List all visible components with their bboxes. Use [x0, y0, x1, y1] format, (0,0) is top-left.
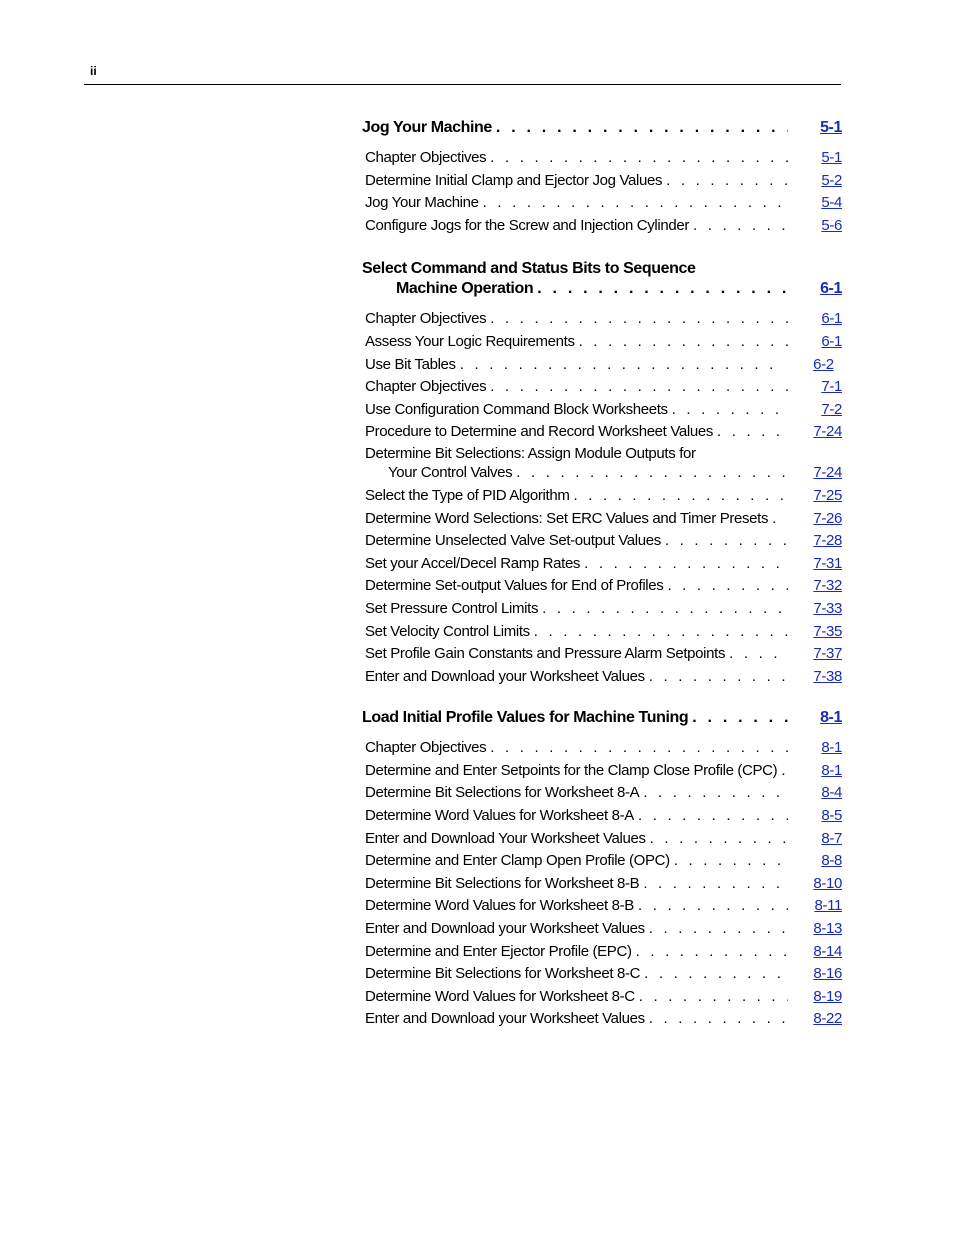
toc-entry: [365, 782, 842, 805]
dot-leader: [693, 215, 788, 238]
toc-entry: [365, 553, 842, 576]
page-link[interactable]: 7-1: [821, 378, 842, 396]
dot-leader: [490, 737, 788, 760]
dot-leader: [665, 530, 788, 553]
dot-leader: [638, 805, 788, 828]
toc-entry-label: Determine Word Values for Worksheet 8-C: [365, 987, 635, 1005]
dot-leader: [667, 575, 788, 598]
toc-entry-label: Determine Bit Selections: Assign Module Outputs for: [365, 444, 696, 462]
toc-entry: [365, 331, 842, 354]
dot-leader: [649, 918, 788, 941]
toc-entry-label: Chapter Objectives: [365, 378, 487, 396]
toc-entry-label: Determine Unselected Valve Set-output Values: [365, 532, 661, 550]
dot-leader: [579, 331, 788, 354]
toc-entry: [365, 354, 842, 377]
dot-leader: [534, 621, 788, 644]
dot-leader: [729, 643, 788, 666]
toc-entry-label: Enter and Download your Worksheet Values: [365, 667, 645, 685]
page-link[interactable]: 5-2: [821, 171, 842, 189]
toc-entry-label: Determine Bit Selections for Worksheet 8-C: [365, 965, 641, 983]
toc-entry-label: Determine Word Values for Worksheet 8-A: [365, 807, 634, 825]
toc-entry-list: [365, 308, 842, 688]
toc-entry-label: Set Pressure Control Limits: [365, 599, 539, 617]
toc-entry: [365, 918, 842, 941]
page-link[interactable]: 8-14: [813, 942, 842, 960]
toc-entry-label: Use Configuration Command Block Worksheets: [365, 400, 668, 418]
dot-leader: [584, 553, 788, 576]
dot-leader: [674, 850, 788, 873]
page-link[interactable]: 7-25: [813, 486, 842, 504]
toc-entry-label: Set your Accel/Decel Ramp Rates: [365, 554, 581, 572]
header-rule: [84, 84, 841, 85]
dot-leader: [639, 986, 788, 1009]
toc-entry: [365, 215, 842, 238]
toc-entry: [365, 828, 842, 851]
toc-entry-label: Determine and Enter Ejector Profile (EPC): [365, 942, 632, 960]
toc-entry-label: Assess Your Logic Requirements: [365, 332, 575, 350]
toc-entry-label: Chapter Objectives: [365, 149, 487, 166]
dot-leader: [692, 709, 788, 727]
toc-entry: [365, 850, 842, 873]
toc-section: [362, 709, 842, 1031]
dot-leader: [772, 508, 788, 531]
toc-entry: [365, 941, 842, 964]
toc-entry-label: Determine Word Values for Worksheet 8-B: [365, 897, 634, 915]
toc-entry: [365, 421, 842, 444]
dot-leader: [490, 376, 788, 399]
toc-entry: [365, 170, 842, 193]
page-link[interactable]: 8-11: [814, 897, 842, 915]
dot-leader: [643, 782, 788, 805]
section-title-line: Select Command and Status Bits to Sequence: [362, 260, 696, 278]
page-link[interactable]: 7-31: [813, 554, 842, 572]
section-title: [362, 119, 842, 141]
toc-entry-label: Enter and Download your Worksheet Values: [365, 920, 645, 938]
section-page-link[interactable]: 8-1: [820, 709, 842, 727]
section-title-line: Load Initial Profile Values for Machine Tuning: [362, 709, 689, 727]
page-link[interactable]: 8-1: [821, 739, 842, 757]
dot-leader: [460, 354, 780, 377]
page-link[interactable]: 8-7: [821, 829, 842, 847]
toc-entry-label: Determine Bit Selections for Worksheet 8-B: [365, 874, 640, 892]
page-link[interactable]: 7-37: [813, 645, 842, 663]
toc-entry: [365, 666, 842, 689]
dot-leader: [717, 421, 788, 444]
toc-entry: [365, 643, 842, 666]
toc-entry-label: Determine Initial Clamp and Ejector Jog Values: [365, 171, 663, 189]
dot-leader: [781, 760, 788, 783]
toc-entry: [365, 399, 842, 422]
dot-leader: [666, 170, 788, 193]
toc-entry: [365, 737, 842, 760]
toc-entry: [365, 376, 842, 399]
dot-leader: [644, 963, 788, 986]
dot-leader: [537, 280, 788, 298]
toc-entry: [365, 308, 842, 331]
toc-entry: [365, 963, 842, 986]
toc-entry: [365, 508, 842, 531]
section-page-link[interactable]: 5-1: [820, 119, 842, 136]
toc-entry-label: Determine Word Selections: Set ERC Values and Timer Presets: [365, 509, 769, 527]
dot-leader: [496, 119, 788, 137]
page-link[interactable]: 7-33: [813, 599, 842, 617]
page-link[interactable]: 7-38: [813, 667, 842, 685]
page-link[interactable]: 8-19: [813, 987, 842, 1005]
dot-leader: [649, 666, 788, 689]
toc-section: [362, 119, 842, 237]
toc-entry-label: Determine and Enter Setpoints for the Clamp Close Profile (CPC): [365, 761, 778, 779]
toc-entry-list: [365, 147, 842, 237]
toc-entry-label: Set Profile Gain Constants and Pressure Alarm Setpoints: [365, 645, 726, 663]
dot-leader: [490, 147, 788, 170]
dot-leader: [638, 895, 788, 918]
section-title-line: Jog Your Machine: [362, 119, 492, 136]
toc-entry-label: Determine Bit Selections for Worksheet 8-A: [365, 784, 640, 802]
page-link[interactable]: 7-2: [821, 400, 842, 418]
toc-entry: [365, 760, 842, 783]
dot-leader: [516, 463, 788, 482]
toc-entry-label: Procedure to Determine and Record Worksheet Values: [365, 423, 713, 441]
page-link[interactable]: 7-32: [813, 577, 842, 595]
dot-leader: [672, 399, 788, 422]
toc-section: [362, 258, 842, 688]
toc-entry: [365, 1008, 842, 1031]
toc-entry: [365, 192, 842, 215]
dot-leader: [573, 485, 788, 508]
page-link[interactable]: 7-26: [813, 509, 842, 527]
toc-entry-label: Your Control Valves: [388, 463, 513, 481]
toc-entry: [365, 986, 842, 1009]
dot-leader: [643, 873, 788, 896]
dot-leader: [636, 941, 788, 964]
toc-entry: [365, 873, 842, 896]
toc-entry-list: [365, 737, 842, 1031]
page-link[interactable]: 5-1: [821, 149, 842, 166]
toc-entry-label: Configure Jogs for the Screw and Injection Cylinder: [365, 216, 689, 234]
toc-entry-label: Use Bit Tables: [365, 355, 456, 373]
page-link[interactable]: 8-5: [821, 807, 842, 825]
page-link[interactable]: 8-10: [813, 874, 842, 892]
toc-entry: [365, 485, 842, 508]
page-link[interactable]: 8-13: [813, 920, 842, 938]
section-title: [362, 258, 842, 302]
page-link[interactable]: 8-4: [821, 784, 842, 802]
page-link[interactable]: 7-24: [813, 463, 842, 481]
table-of-contents: [362, 119, 842, 1052]
dot-leader: [650, 828, 788, 851]
toc-entry-label: Chapter Objectives: [365, 739, 487, 757]
toc-entry: [365, 530, 842, 553]
toc-entry-label: Determine and Enter Clamp Open Profile (OPC): [365, 852, 670, 870]
page-link[interactable]: 7-24: [813, 423, 842, 441]
dot-leader: [649, 1008, 788, 1031]
toc-entry: [365, 598, 842, 621]
toc-entry: [365, 444, 842, 485]
page-link[interactable]: 6-1: [821, 310, 842, 328]
dot-leader: [542, 598, 788, 621]
toc-entry-label: Jog Your Machine: [365, 194, 479, 212]
section-title-line: Machine Operation: [396, 280, 534, 298]
dot-leader: [483, 192, 788, 215]
toc-entry-label: Chapter Objectives: [365, 310, 487, 328]
page-link[interactable]: 8-22: [813, 1010, 842, 1028]
page-number: ii: [90, 64, 97, 78]
toc-entry-label: Enter and Download your Worksheet Values: [365, 1010, 645, 1028]
page-link[interactable]: 7-35: [813, 622, 842, 640]
page-link[interactable]: 8-8: [821, 852, 842, 870]
toc-entry-label: Determine Set-output Values for End of Profiles: [365, 577, 664, 595]
page-link[interactable]: 6-2: [813, 355, 834, 373]
page-link[interactable]: 6-1: [821, 332, 842, 350]
toc-entry-label: Enter and Download Your Worksheet Values: [365, 829, 646, 847]
page-link[interactable]: 5-6: [821, 216, 842, 234]
page-link[interactable]: 7-28: [813, 532, 842, 550]
toc-entry-label: Select the Type of PID Algorithm: [365, 486, 570, 504]
toc-entry: [365, 805, 842, 828]
toc-entry: [365, 895, 842, 918]
section-page-link[interactable]: 6-1: [820, 280, 842, 298]
toc-entry: [365, 575, 842, 598]
page-link[interactable]: 8-1: [821, 761, 842, 779]
dot-leader: [490, 308, 788, 331]
toc-entry: [365, 621, 842, 644]
section-title: [362, 709, 842, 731]
toc-entry-label: Set Velocity Control Limits: [365, 622, 530, 640]
toc-entry: [365, 147, 842, 170]
page-link[interactable]: 8-16: [813, 965, 842, 983]
page-link[interactable]: 5-4: [821, 194, 842, 212]
